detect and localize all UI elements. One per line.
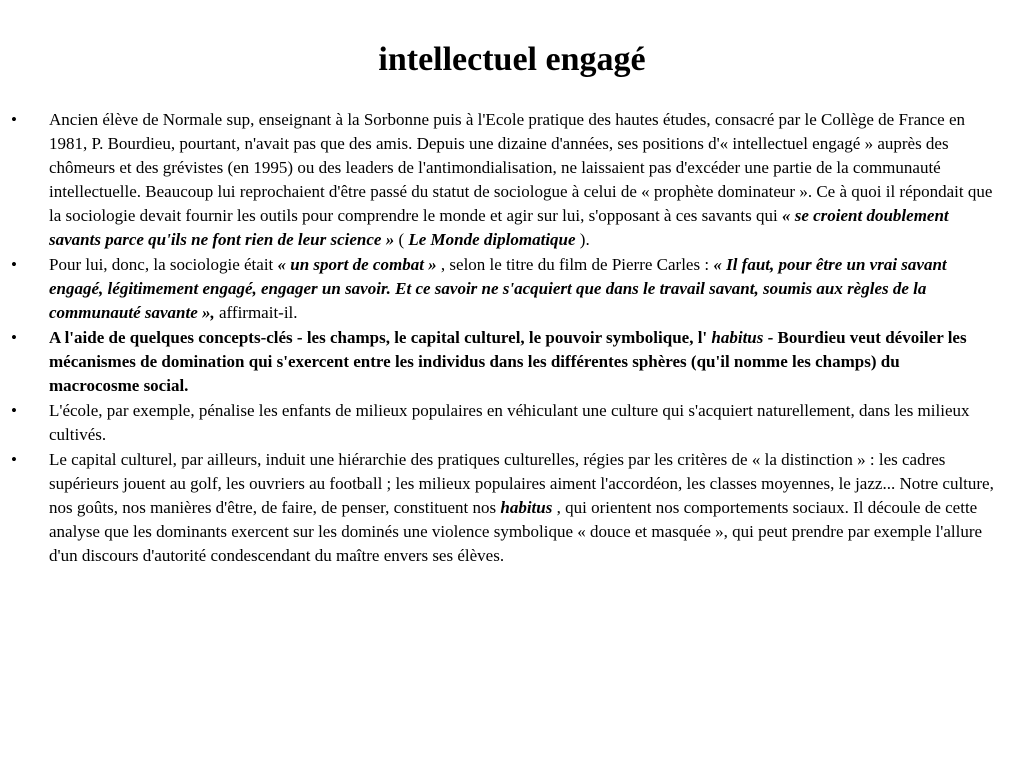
bullet-text: ). xyxy=(575,230,590,249)
term-habitus: habitus xyxy=(711,328,764,347)
quote-text: « Il faut, pour être un vrai savant engagé, légitimement engagé, engager un savoir. Et ce savoir ne s'acquiert que dans le travail savant, soumis aux règles de la communauté savante », xyxy=(49,255,947,322)
bullet-item-cultural-capital xyxy=(0,448,1024,568)
bullet-item-school xyxy=(0,399,1024,447)
bullet-text: , qui orientent nos comportements sociaux. Il découle de cette analyse que les dominants exercent sur les dominés une violence symbolique « douce et masquée », qui peut prendre par exemple l'allure d'un discours d'autorité condescendant du maître envers ses élèves. xyxy=(49,498,983,565)
bullet-list xyxy=(0,108,1024,569)
bullet-text: - Bourdieu veut dévoiler les mécanismes de domination qui s'exercent entre les individus dans les différentes sphères (qu'il nomme les champs) du macrocosme social. xyxy=(49,328,967,395)
bullet-text: ( xyxy=(394,230,409,249)
term-habitus: habitus xyxy=(500,498,553,517)
bullet-text: A l'aide de quelques concepts-clés - les champs, le capital culturel, le pouvoir symbolique, l' xyxy=(49,328,712,347)
source-citation: Le Monde diplomatique xyxy=(408,230,576,249)
quote-text: « se croient doublement savants parce qu'ils ne font rien de leur science » xyxy=(49,206,949,249)
bullet-icon: • xyxy=(11,401,17,420)
bullet-text: Pour lui, donc, la sociologie était xyxy=(49,255,278,274)
bullet-icon: • xyxy=(11,110,17,129)
bullet-icon: • xyxy=(11,328,17,347)
bullet-text: L'école, par exemple, pénalise les enfants de milieux populaires en véhiculant une culture qui s'acquiert naturellement, dans les milieux cultivés. xyxy=(49,401,970,444)
bullet-item-intellectual-engagement xyxy=(0,108,1024,252)
bullet-text: , selon le titre du film de Pierre Carles : xyxy=(436,255,714,274)
bullet-item-key-concepts xyxy=(0,326,1024,398)
bullet-text: affirmait-il. xyxy=(214,303,298,322)
bullet-text: Le capital culturel, par ailleurs, induit une hiérarchie des pratiques culturelles, régies par les critères de « la distinction » : les cadres supérieurs jouent au golf, les ouvriers au football ; les milieux populaires aiment l'accordéon, les classes moyennes, le jazz... Notre culture, nos goûts, nos manières d'être, de faire, de penser, constituent nos xyxy=(49,450,994,517)
bullet-item-sociology-combat xyxy=(0,253,1024,325)
quote-text: « un sport de combat » xyxy=(277,255,437,274)
bullet-icon: • xyxy=(11,255,17,274)
slide-title: intellectuel engagé xyxy=(378,41,646,78)
bullet-text: Ancien élève de Normale sup, enseignant à la Sorbonne puis à l'Ecole pratique des hautes études, consacré par le Collège de France en 1981, P. Bourdieu, pourtant, n'avait pas que des amis. Depuis une dizaine d'années, ses positions d'« intellectuel engagé » auprès des chômeurs et des grévistes (en 1995) ou des leaders de l'antimondialisation, ne laissaient pas d'excéder une partie de la communauté intellectuelle. Beaucoup lui reprochaient d'être passé du statut de sociologue à celui de « prophète dominateur ». Ce à quoi il répondait que la sociologie devait fournir les outils pour comprendre le monde et agir sur lui, s'opposant à ces savants qui xyxy=(49,110,993,225)
bullet-icon: • xyxy=(11,450,17,469)
